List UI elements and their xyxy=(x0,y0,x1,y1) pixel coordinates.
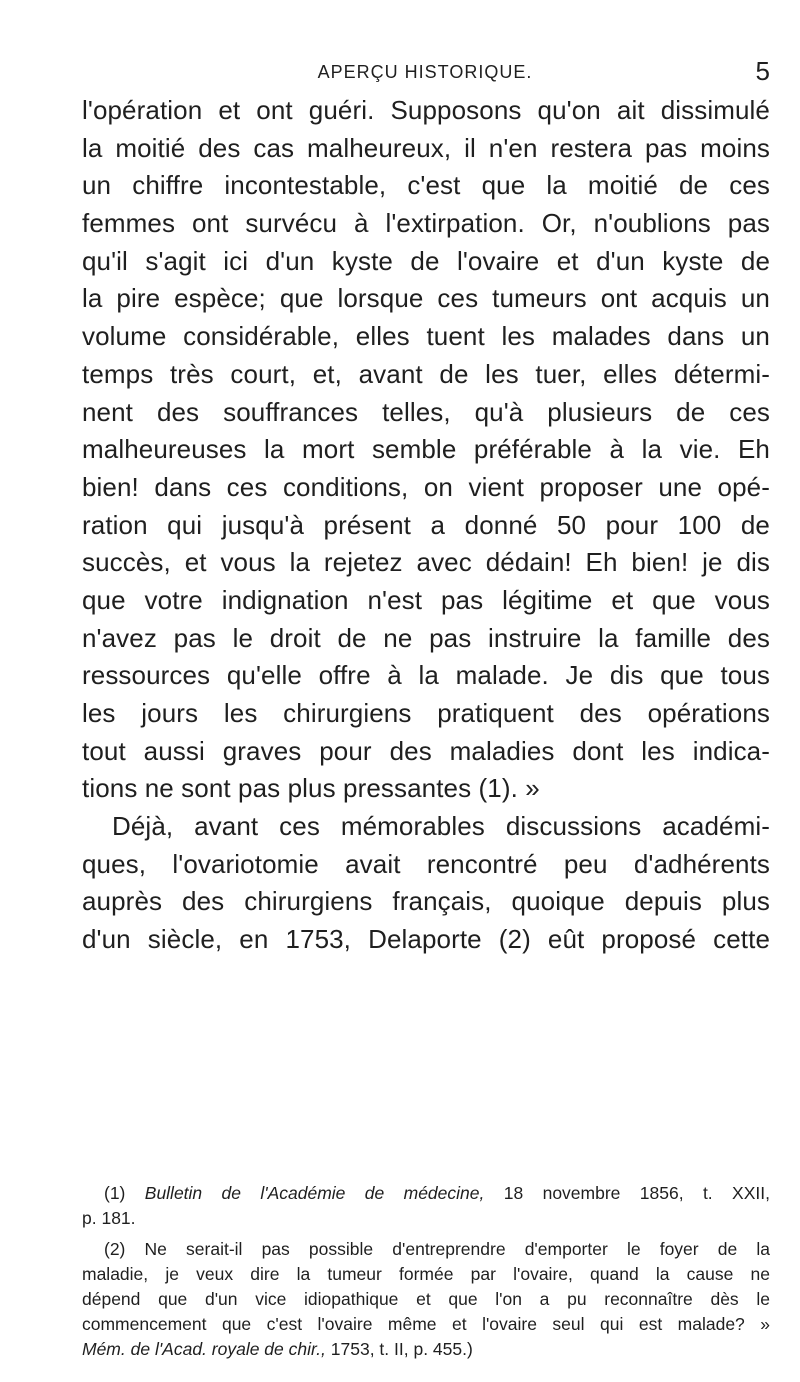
running-head xyxy=(80,56,770,86)
body-line: temps très court, et, avant de les tuer, elles détermi- xyxy=(82,358,770,389)
body-line: tout aussi graves pour des maladies dont les indica- xyxy=(82,735,770,766)
footnote-line: maladie, je veux dire la tumeur formée par l'ovaire, quand la cause ne xyxy=(82,1264,770,1284)
body-line: ration qui jusqu'à présent a donné 50 pour 100 de xyxy=(82,509,770,540)
footnote-source-title: Bulletin de l'Académie de médecine, xyxy=(144,1183,485,1203)
footnote-line xyxy=(82,1337,770,1362)
body-text xyxy=(82,92,770,959)
footnotes xyxy=(82,1181,770,1362)
body-line: ques, l'ovariotomie avait rencontré peu d'adhérents xyxy=(82,848,770,879)
footnote-line: p. 181. xyxy=(82,1208,136,1228)
body-line: femmes ont survécu à l'extirpation. Or, n'oublions pas xyxy=(82,208,770,239)
body-line: les jours les chirurgiens pratiquent des opérations xyxy=(82,698,770,728)
body-line: Déjà, avant ces mémorables discussions académi- xyxy=(112,811,770,842)
footnote-text: Ne serait-il pas possible d'entreprendre d'emporter le foyer de la xyxy=(144,1239,770,1259)
body-line: un chiffre incontestable, c'est que la moitié de ces xyxy=(82,170,770,201)
running-title: APERÇU HISTORIQUE. xyxy=(317,62,533,82)
footnote-text: 18 novembre 1856, t. XXII, xyxy=(503,1183,770,1203)
body-line: la pire espèce; que lorsque ces tumeurs ont acquis un xyxy=(82,283,770,314)
body-line: d'un siècle, en 1753, Delaporte (2) eût proposé cette xyxy=(82,924,770,955)
body-line: n'avez pas le droit de ne pas instruire la famille des xyxy=(82,622,770,653)
body-line: que votre indignation n'est pas légitime et que vous xyxy=(82,584,770,615)
body-line: auprès des chirurgiens français, quoique depuis plus xyxy=(82,886,770,917)
body-line: l'opération et ont guéri. Supposons qu'on ait dissimulé xyxy=(82,95,770,125)
footnote-1 xyxy=(82,1181,770,1206)
body-line: malheureuses la mort semble préférable à la vie. Eh xyxy=(82,434,770,465)
body-line: nent des souffrances telles, qu'à plusieurs de ces xyxy=(82,396,770,427)
footnote-line: commencement que c'est l'ovaire même et l'ovaire seul qui est malade? » xyxy=(82,1314,770,1334)
body-line: succès, et vous la rejetez avec dédain! Eh bien! je dis xyxy=(82,547,770,578)
page-number: 5 xyxy=(755,56,770,86)
footnote-marker: (2) xyxy=(104,1239,126,1259)
body-line: qu'il s'agit ici d'un kyste de l'ovaire et d'un kyste de xyxy=(82,245,770,276)
body-line: bien! dans ces conditions, on vient proposer une opé- xyxy=(82,471,770,502)
body-line: la moitié des cas malheureux, il n'en restera pas moins xyxy=(82,132,770,163)
footnote-line: dépend que d'un vice idiopathique et que l'on a pu reconnaître dès le xyxy=(82,1289,770,1309)
footnote-2 xyxy=(82,1237,770,1262)
footnote-marker: (1) xyxy=(104,1183,126,1203)
body-line: volume considérable, elles tuent les malades dans un xyxy=(82,321,770,352)
body-line: tions ne sont pas plus pressantes (1). » xyxy=(82,773,540,804)
footnote-text: 1753, t. II, p. 455.) xyxy=(330,1339,473,1359)
footnote-source-title: Mém. de l'Acad. royale de chir., xyxy=(82,1339,326,1359)
body-line: ressources qu'elle offre à la malade. Je dis que tous xyxy=(82,660,770,691)
